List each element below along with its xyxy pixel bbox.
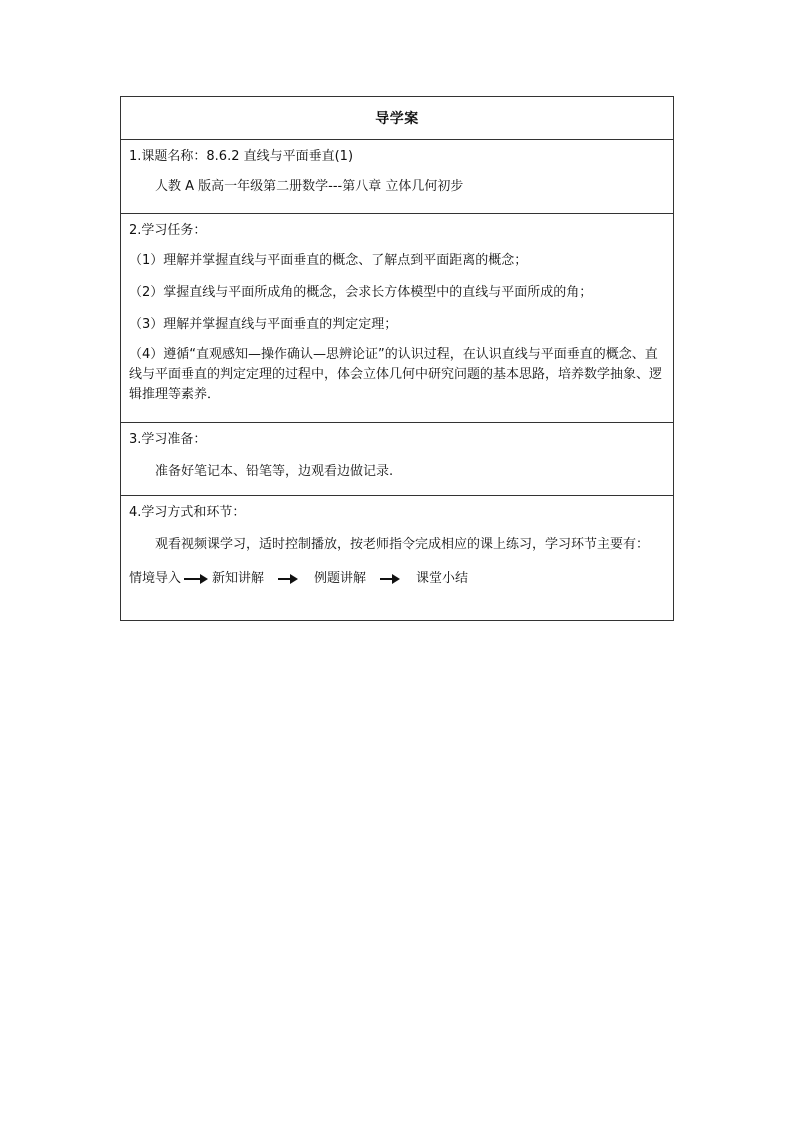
task-item-2: （2）掌握直线与平面所成角的概念，会求长方体模型中的直线与平面所成的角； [129, 285, 593, 300]
topic-section [121, 139, 673, 213]
flow-step-3: 例题讲解 [314, 571, 367, 586]
tasks-section [121, 213, 673, 422]
title-row [121, 97, 673, 139]
arrow-right-icon [278, 578, 296, 580]
learning-flow [129, 569, 665, 589]
method-section [121, 495, 673, 620]
arrow-right-icon [184, 578, 206, 580]
textbook-line: 人教 A 版高一年级第二册数学---第八章 立体几何初步 [155, 179, 464, 194]
flow-step-4: 课堂小结 [416, 571, 469, 586]
task-item-4: （4）遵循“直观感知—操作确认—思辨论证”的认识过程，在认识直线与平面垂直的概念、直线与平面垂直的判定定理的过程中，体会立体几何中研究问题的基本思路，培养数学抽象、逻辑推理等素养． [129, 347, 663, 402]
study-guide-table [120, 96, 674, 621]
preparation-section [121, 422, 673, 495]
document-title: 导学案 [375, 111, 419, 127]
method-text: 观看视频课学习，适时控制播放，按老师指令完成相应的课上练习，学习环节主要有： [155, 537, 650, 552]
task-item-3: （3）理解并掌握直线与平面垂直的判定定理； [129, 317, 398, 332]
tasks-heading: 2.学习任务： [129, 223, 207, 238]
flow-step-1: 情境导入 [129, 571, 182, 586]
method-heading: 4.学习方式和环节： [129, 505, 246, 520]
preparation-heading: 3.学习准备： [129, 432, 207, 447]
arrow-right-icon [380, 578, 398, 580]
preparation-text: 准备好笔记本、铅笔等，边观看边做记录. [155, 464, 394, 479]
topic-heading: 1.课题名称：8.6.2 直线与平面垂直(1) [129, 149, 354, 164]
task-item-1: （1）理解并掌握直线与平面垂直的概念、了解点到平面距离的概念； [129, 253, 528, 268]
flow-step-2: 新知讲解 [212, 571, 265, 586]
